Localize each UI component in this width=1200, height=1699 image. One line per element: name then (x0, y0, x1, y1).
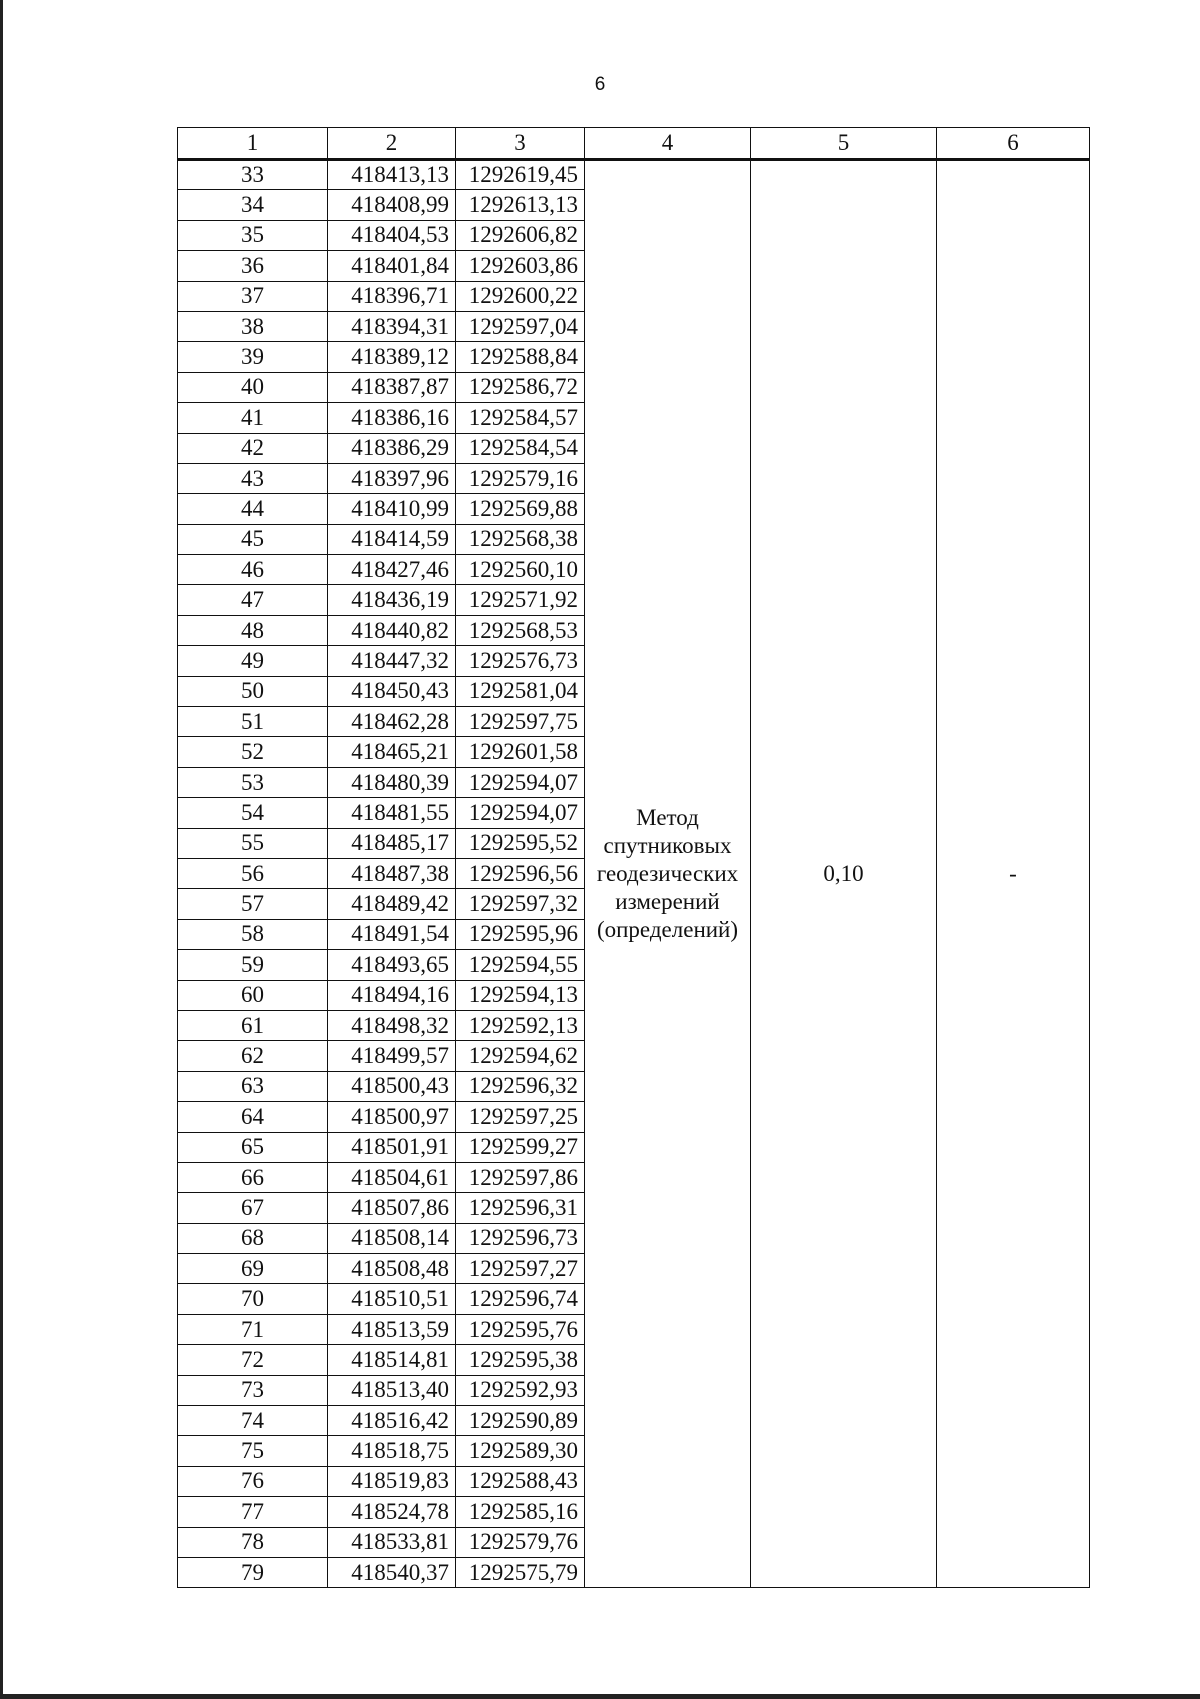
x-coordinate-cell: 418410,99 (328, 494, 456, 524)
y-coordinate-cell: 1292594,55 (456, 950, 585, 980)
y-coordinate-cell: 1292603,86 (456, 251, 585, 281)
x-coordinate-cell: 418408,99 (328, 190, 456, 220)
point-number-cell: 55 (178, 828, 328, 858)
x-coordinate-cell: 418447,32 (328, 646, 456, 676)
x-coordinate-cell: 418414,59 (328, 524, 456, 554)
x-coordinate-cell: 418501,91 (328, 1132, 456, 1162)
y-coordinate-cell: 1292588,84 (456, 342, 585, 372)
x-coordinate-cell: 418508,48 (328, 1254, 456, 1284)
y-coordinate-cell: 1292585,16 (456, 1497, 585, 1527)
y-coordinate-cell: 1292594,13 (456, 980, 585, 1010)
y-coordinate-cell: 1292596,73 (456, 1223, 585, 1253)
y-coordinate-cell: 1292595,52 (456, 828, 585, 858)
table-body (178, 160, 1090, 1588)
point-number-cell: 33 (178, 160, 328, 190)
point-number-cell: 63 (178, 1071, 328, 1101)
method-text-line: спутниковых (603, 833, 732, 859)
x-coordinate-cell: 418386,29 (328, 433, 456, 463)
point-number-cell: 53 (178, 767, 328, 797)
y-coordinate-cell: 1292594,62 (456, 1041, 585, 1071)
y-coordinate-cell: 1292568,38 (456, 524, 585, 554)
point-number-cell: 40 (178, 372, 328, 402)
y-coordinate-cell: 1292588,43 (456, 1466, 585, 1496)
y-coordinate-cell: 1292590,89 (456, 1406, 585, 1436)
point-number-cell: 74 (178, 1406, 328, 1436)
point-number-cell: 79 (178, 1557, 328, 1587)
x-coordinate-cell: 418394,31 (328, 311, 456, 341)
x-coordinate-cell: 418440,82 (328, 615, 456, 645)
y-coordinate-cell: 1292584,54 (456, 433, 585, 463)
y-coordinate-cell: 1292595,76 (456, 1314, 585, 1344)
y-coordinate-cell: 1292595,96 (456, 919, 585, 949)
y-coordinate-cell: 1292594,07 (456, 798, 585, 828)
point-number-cell: 52 (178, 737, 328, 767)
x-coordinate-cell: 418498,32 (328, 1010, 456, 1040)
y-coordinate-cell: 1292613,13 (456, 190, 585, 220)
point-number-cell: 50 (178, 676, 328, 706)
x-coordinate-cell: 418533,81 (328, 1527, 456, 1557)
x-coordinate-cell: 418514,81 (328, 1345, 456, 1375)
point-number-cell: 68 (178, 1223, 328, 1253)
y-coordinate-cell: 1292597,04 (456, 311, 585, 341)
point-number-cell: 57 (178, 889, 328, 919)
y-coordinate-cell: 1292579,16 (456, 463, 585, 493)
point-number-cell: 51 (178, 707, 328, 737)
point-number-cell: 70 (178, 1284, 328, 1314)
y-coordinate-cell: 1292589,30 (456, 1436, 585, 1466)
y-coordinate-cell: 1292576,73 (456, 646, 585, 676)
x-coordinate-cell: 418494,16 (328, 980, 456, 1010)
y-coordinate-cell: 1292568,53 (456, 615, 585, 645)
scan-edge-left (0, 0, 3, 1699)
x-coordinate-cell: 418401,84 (328, 251, 456, 281)
point-number-cell: 39 (178, 342, 328, 372)
accuracy-cell: 0,10 (751, 160, 937, 1588)
point-number-cell: 67 (178, 1193, 328, 1223)
method-cell (585, 160, 751, 1588)
x-coordinate-cell: 418500,97 (328, 1102, 456, 1132)
y-coordinate-cell: 1292599,27 (456, 1132, 585, 1162)
x-coordinate-cell: 418489,42 (328, 889, 456, 919)
point-number-cell: 36 (178, 251, 328, 281)
x-coordinate-cell: 418524,78 (328, 1497, 456, 1527)
point-number-cell: 64 (178, 1102, 328, 1132)
page-number: 6 (594, 74, 606, 95)
header-col-5: 5 (751, 128, 937, 160)
header-row (178, 128, 1090, 160)
x-coordinate-cell: 418480,39 (328, 767, 456, 797)
point-number-cell: 69 (178, 1254, 328, 1284)
point-number-cell: 46 (178, 555, 328, 585)
y-coordinate-cell: 1292601,58 (456, 737, 585, 767)
y-coordinate-cell: 1292592,13 (456, 1010, 585, 1040)
point-number-cell: 59 (178, 950, 328, 980)
method-text-line: Метод (636, 805, 699, 831)
point-number-cell: 60 (178, 980, 328, 1010)
x-coordinate-cell: 418485,17 (328, 828, 456, 858)
point-number-cell: 73 (178, 1375, 328, 1405)
y-coordinate-cell: 1292596,31 (456, 1193, 585, 1223)
point-number-cell: 65 (178, 1132, 328, 1162)
y-coordinate-cell: 1292571,92 (456, 585, 585, 615)
method-text-line: геодезических (596, 861, 739, 887)
point-number-cell: 37 (178, 281, 328, 311)
point-number-cell: 78 (178, 1527, 328, 1557)
x-coordinate-cell: 418491,54 (328, 919, 456, 949)
y-coordinate-cell: 1292597,32 (456, 889, 585, 919)
point-number-cell: 44 (178, 494, 328, 524)
point-number-cell: 42 (178, 433, 328, 463)
scan-edge-bottom (0, 1694, 1200, 1699)
header-col-2: 2 (328, 128, 456, 160)
point-number-cell: 47 (178, 585, 328, 615)
y-coordinate-cell: 1292592,93 (456, 1375, 585, 1405)
point-number-cell: 38 (178, 311, 328, 341)
x-coordinate-cell: 418507,86 (328, 1193, 456, 1223)
header-col-3: 3 (456, 128, 585, 160)
x-coordinate-cell: 418518,75 (328, 1436, 456, 1466)
y-coordinate-cell: 1292597,86 (456, 1162, 585, 1192)
y-coordinate-cell: 1292619,45 (456, 160, 585, 190)
header-col-6: 6 (937, 128, 1090, 160)
point-number-cell: 62 (178, 1041, 328, 1071)
point-number-cell: 56 (178, 858, 328, 888)
method-text-line: (определений) (596, 917, 739, 943)
x-coordinate-cell: 418386,16 (328, 403, 456, 433)
y-coordinate-cell: 1292586,72 (456, 372, 585, 402)
y-coordinate-cell: 1292569,88 (456, 494, 585, 524)
x-coordinate-cell: 418499,57 (328, 1041, 456, 1071)
point-number-cell: 45 (178, 524, 328, 554)
point-number-cell: 41 (178, 403, 328, 433)
y-coordinate-cell: 1292596,74 (456, 1284, 585, 1314)
y-coordinate-cell: 1292575,79 (456, 1557, 585, 1587)
y-coordinate-cell: 1292596,32 (456, 1071, 585, 1101)
x-coordinate-cell: 418436,19 (328, 585, 456, 615)
x-coordinate-cell: 418465,21 (328, 737, 456, 767)
point-number-cell: 43 (178, 463, 328, 493)
y-coordinate-cell: 1292606,82 (456, 220, 585, 250)
x-coordinate-cell: 418487,38 (328, 858, 456, 888)
x-coordinate-cell: 418404,53 (328, 220, 456, 250)
x-coordinate-cell: 418396,71 (328, 281, 456, 311)
x-coordinate-cell: 418508,14 (328, 1223, 456, 1253)
y-coordinate-cell: 1292597,75 (456, 707, 585, 737)
point-number-cell: 34 (178, 190, 328, 220)
y-coordinate-cell: 1292579,76 (456, 1527, 585, 1557)
y-coordinate-cell: 1292594,07 (456, 767, 585, 797)
method-text-line: измерений (615, 889, 720, 915)
point-number-cell: 77 (178, 1497, 328, 1527)
x-coordinate-cell: 418397,96 (328, 463, 456, 493)
x-coordinate-cell: 418450,43 (328, 676, 456, 706)
x-coordinate-cell: 418540,37 (328, 1557, 456, 1587)
x-coordinate-cell: 418462,28 (328, 707, 456, 737)
header-col-4: 4 (585, 128, 751, 160)
note-cell: - (937, 160, 1090, 1588)
point-number-cell: 75 (178, 1436, 328, 1466)
point-number-cell: 66 (178, 1162, 328, 1192)
x-coordinate-cell: 418427,46 (328, 555, 456, 585)
x-coordinate-cell: 418481,55 (328, 798, 456, 828)
point-number-cell: 54 (178, 798, 328, 828)
point-number-cell: 49 (178, 646, 328, 676)
y-coordinate-cell: 1292597,25 (456, 1102, 585, 1132)
x-coordinate-cell: 418500,43 (328, 1071, 456, 1101)
y-coordinate-cell: 1292600,22 (456, 281, 585, 311)
point-number-cell: 76 (178, 1466, 328, 1496)
x-coordinate-cell: 418389,12 (328, 342, 456, 372)
point-number-cell: 58 (178, 919, 328, 949)
y-coordinate-cell: 1292584,57 (456, 403, 585, 433)
point-number-cell: 71 (178, 1314, 328, 1344)
table-header (178, 128, 1090, 160)
y-coordinate-cell: 1292581,04 (456, 676, 585, 706)
point-number-cell: 72 (178, 1345, 328, 1375)
x-coordinate-cell: 418493,65 (328, 950, 456, 980)
y-coordinate-cell: 1292597,27 (456, 1254, 585, 1284)
x-coordinate-cell: 418516,42 (328, 1406, 456, 1436)
point-number-cell: 61 (178, 1010, 328, 1040)
x-coordinate-cell: 418513,40 (328, 1375, 456, 1405)
x-coordinate-cell: 418504,61 (328, 1162, 456, 1192)
point-number-cell: 48 (178, 615, 328, 645)
header-col-1: 1 (178, 128, 328, 160)
x-coordinate-cell: 418387,87 (328, 372, 456, 402)
y-coordinate-cell: 1292596,56 (456, 858, 585, 888)
point-number-cell: 35 (178, 220, 328, 250)
y-coordinate-cell: 1292560,10 (456, 555, 585, 585)
x-coordinate-cell: 418519,83 (328, 1466, 456, 1496)
y-coordinate-cell: 1292595,38 (456, 1345, 585, 1375)
x-coordinate-cell: 418513,59 (328, 1314, 456, 1344)
coordinates-table (177, 127, 1090, 1588)
x-coordinate-cell: 418413,13 (328, 160, 456, 190)
table-row (178, 160, 1090, 190)
x-coordinate-cell: 418510,51 (328, 1284, 456, 1314)
